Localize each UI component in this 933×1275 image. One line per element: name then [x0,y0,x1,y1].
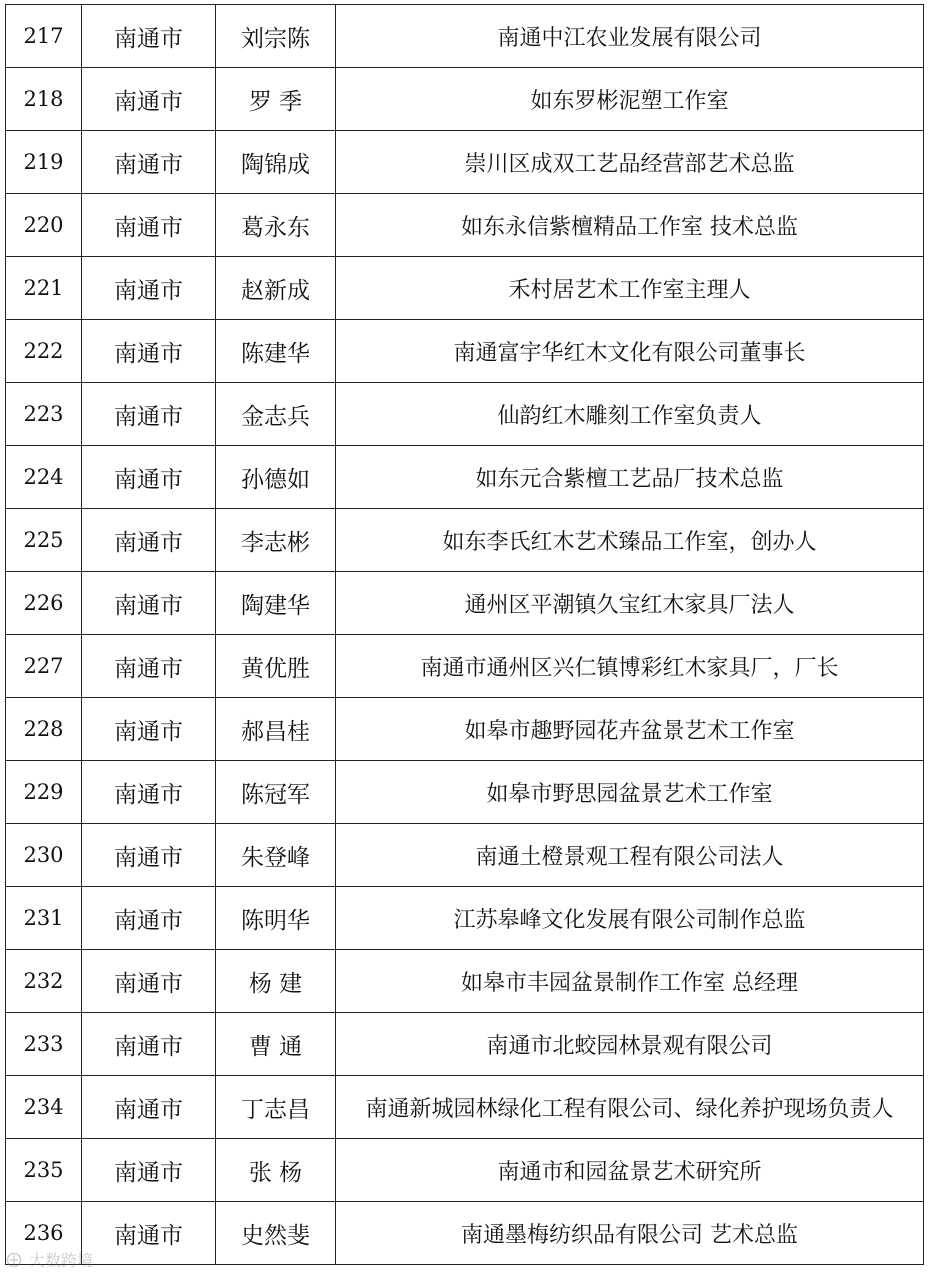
table-row [6,950,924,1013]
cell-city: 南通市 [82,1139,216,1202]
table-row [6,257,924,320]
cell-organization: 禾村居艺术工作室主理人 [336,257,924,320]
cell-city: 南通市 [82,1013,216,1076]
cell-name: 陈明华 [216,887,336,950]
watermark-text: 大数跨境 [29,1251,94,1270]
cell-organization: 南通土橙景观工程有限公司法人 [336,824,924,887]
cell-number: 223 [6,383,82,446]
table-row [6,1013,924,1076]
cell-city: 南通市 [82,194,216,257]
cell-number: 233 [6,1013,82,1076]
cell-number: 227 [6,635,82,698]
cell-number: 235 [6,1139,82,1202]
cell-number: 229 [6,761,82,824]
cell-city: 南通市 [82,950,216,1013]
cell-number: 234 [6,1076,82,1139]
table-row [6,1202,924,1265]
cell-number: 219 [6,131,82,194]
cell-city: 南通市 [82,1076,216,1139]
cell-organization: 如皋市趣野园花卉盆景艺术工作室 [336,698,924,761]
cell-city: 南通市 [82,635,216,698]
cell-city: 南通市 [82,257,216,320]
cell-organization: 如东元合紫檀工艺品厂技术总监 [336,446,924,509]
watermark [6,1248,93,1271]
cell-number: 217 [6,5,82,68]
table-row [6,824,924,887]
cell-name: 陶建华 [216,572,336,635]
cell-organization: 崇川区成双工艺品经营部艺术总监 [336,131,924,194]
table-row [6,698,924,761]
brand-logo-icon [6,1252,26,1268]
table-row [6,5,924,68]
cell-name: 丁志昌 [216,1076,336,1139]
cell-name: 曹 通 [216,1013,336,1076]
roster-body [6,5,924,1265]
cell-name: 李志彬 [216,509,336,572]
table-row [6,68,924,131]
cell-organization: 南通墨梅纺织品有限公司 艺术总监 [336,1202,924,1265]
cell-city: 南通市 [82,1202,216,1265]
cell-city: 南通市 [82,698,216,761]
table-row [6,887,924,950]
table-row [6,635,924,698]
table-row [6,509,924,572]
table-row [6,131,924,194]
cell-number: 228 [6,698,82,761]
cell-organization: 如皋市丰园盆景制作工作室 总经理 [336,950,924,1013]
cell-number: 236 [6,1202,82,1265]
cell-name: 陶锦成 [216,131,336,194]
cell-number: 230 [6,824,82,887]
table-row [6,383,924,446]
cell-organization: 南通富宇华红木文化有限公司董事长 [336,320,924,383]
cell-city: 南通市 [82,887,216,950]
cell-name: 金志兵 [216,383,336,446]
cell-city: 南通市 [82,5,216,68]
cell-name: 赵新成 [216,257,336,320]
cell-name: 杨 建 [216,950,336,1013]
cell-name: 孙德如 [216,446,336,509]
cell-name: 罗 季 [216,68,336,131]
cell-organization: 仙韵红木雕刻工作室负责人 [336,383,924,446]
cell-name: 朱登峰 [216,824,336,887]
roster-table [5,4,924,1265]
cell-number: 232 [6,950,82,1013]
table-row [6,761,924,824]
cell-organization: 如东罗彬泥塑工作室 [336,68,924,131]
cell-city: 南通市 [82,572,216,635]
table-row [6,194,924,257]
cell-organization: 南通市和园盆景艺术研究所 [336,1139,924,1202]
cell-city: 南通市 [82,446,216,509]
cell-number: 222 [6,320,82,383]
cell-name: 黄优胜 [216,635,336,698]
cell-city: 南通市 [82,509,216,572]
cell-number: 220 [6,194,82,257]
cell-name: 陈冠军 [216,761,336,824]
cell-number: 218 [6,68,82,131]
cell-organization: 如皋市野思园盆景艺术工作室 [336,761,924,824]
cell-organization: 南通市北蛟园林景观有限公司 [336,1013,924,1076]
cell-organization: 南通新城园林绿化工程有限公司、绿化养护现场负责人 [336,1076,924,1139]
cell-city: 南通市 [82,383,216,446]
cell-organization: 南通市通州区兴仁镇博彩红木家具厂，厂长 [336,635,924,698]
cell-city: 南通市 [82,761,216,824]
cell-name: 刘宗陈 [216,5,336,68]
table-row [6,1139,924,1202]
cell-number: 225 [6,509,82,572]
table-row [6,1076,924,1139]
cell-city: 南通市 [82,824,216,887]
cell-organization: 南通中江农业发展有限公司 [336,5,924,68]
cell-number: 224 [6,446,82,509]
cell-organization: 江苏皋峰文化发展有限公司制作总监 [336,887,924,950]
cell-organization: 通州区平潮镇久宝红木家具厂法人 [336,572,924,635]
cell-number: 226 [6,572,82,635]
cell-city: 南通市 [82,68,216,131]
table-row [6,446,924,509]
table-row [6,572,924,635]
cell-name: 郝昌桂 [216,698,336,761]
cell-city: 南通市 [82,320,216,383]
cell-number: 221 [6,257,82,320]
cell-city: 南通市 [82,131,216,194]
cell-name: 陈建华 [216,320,336,383]
cell-name: 葛永东 [216,194,336,257]
cell-name: 张 杨 [216,1139,336,1202]
cell-name: 史然斐 [216,1202,336,1265]
cell-organization: 如东李氏红木艺术臻品工作室，创办人 [336,509,924,572]
cell-organization: 如东永信紫檀精品工作室 技术总监 [336,194,924,257]
table-row [6,320,924,383]
cell-number: 231 [6,887,82,950]
